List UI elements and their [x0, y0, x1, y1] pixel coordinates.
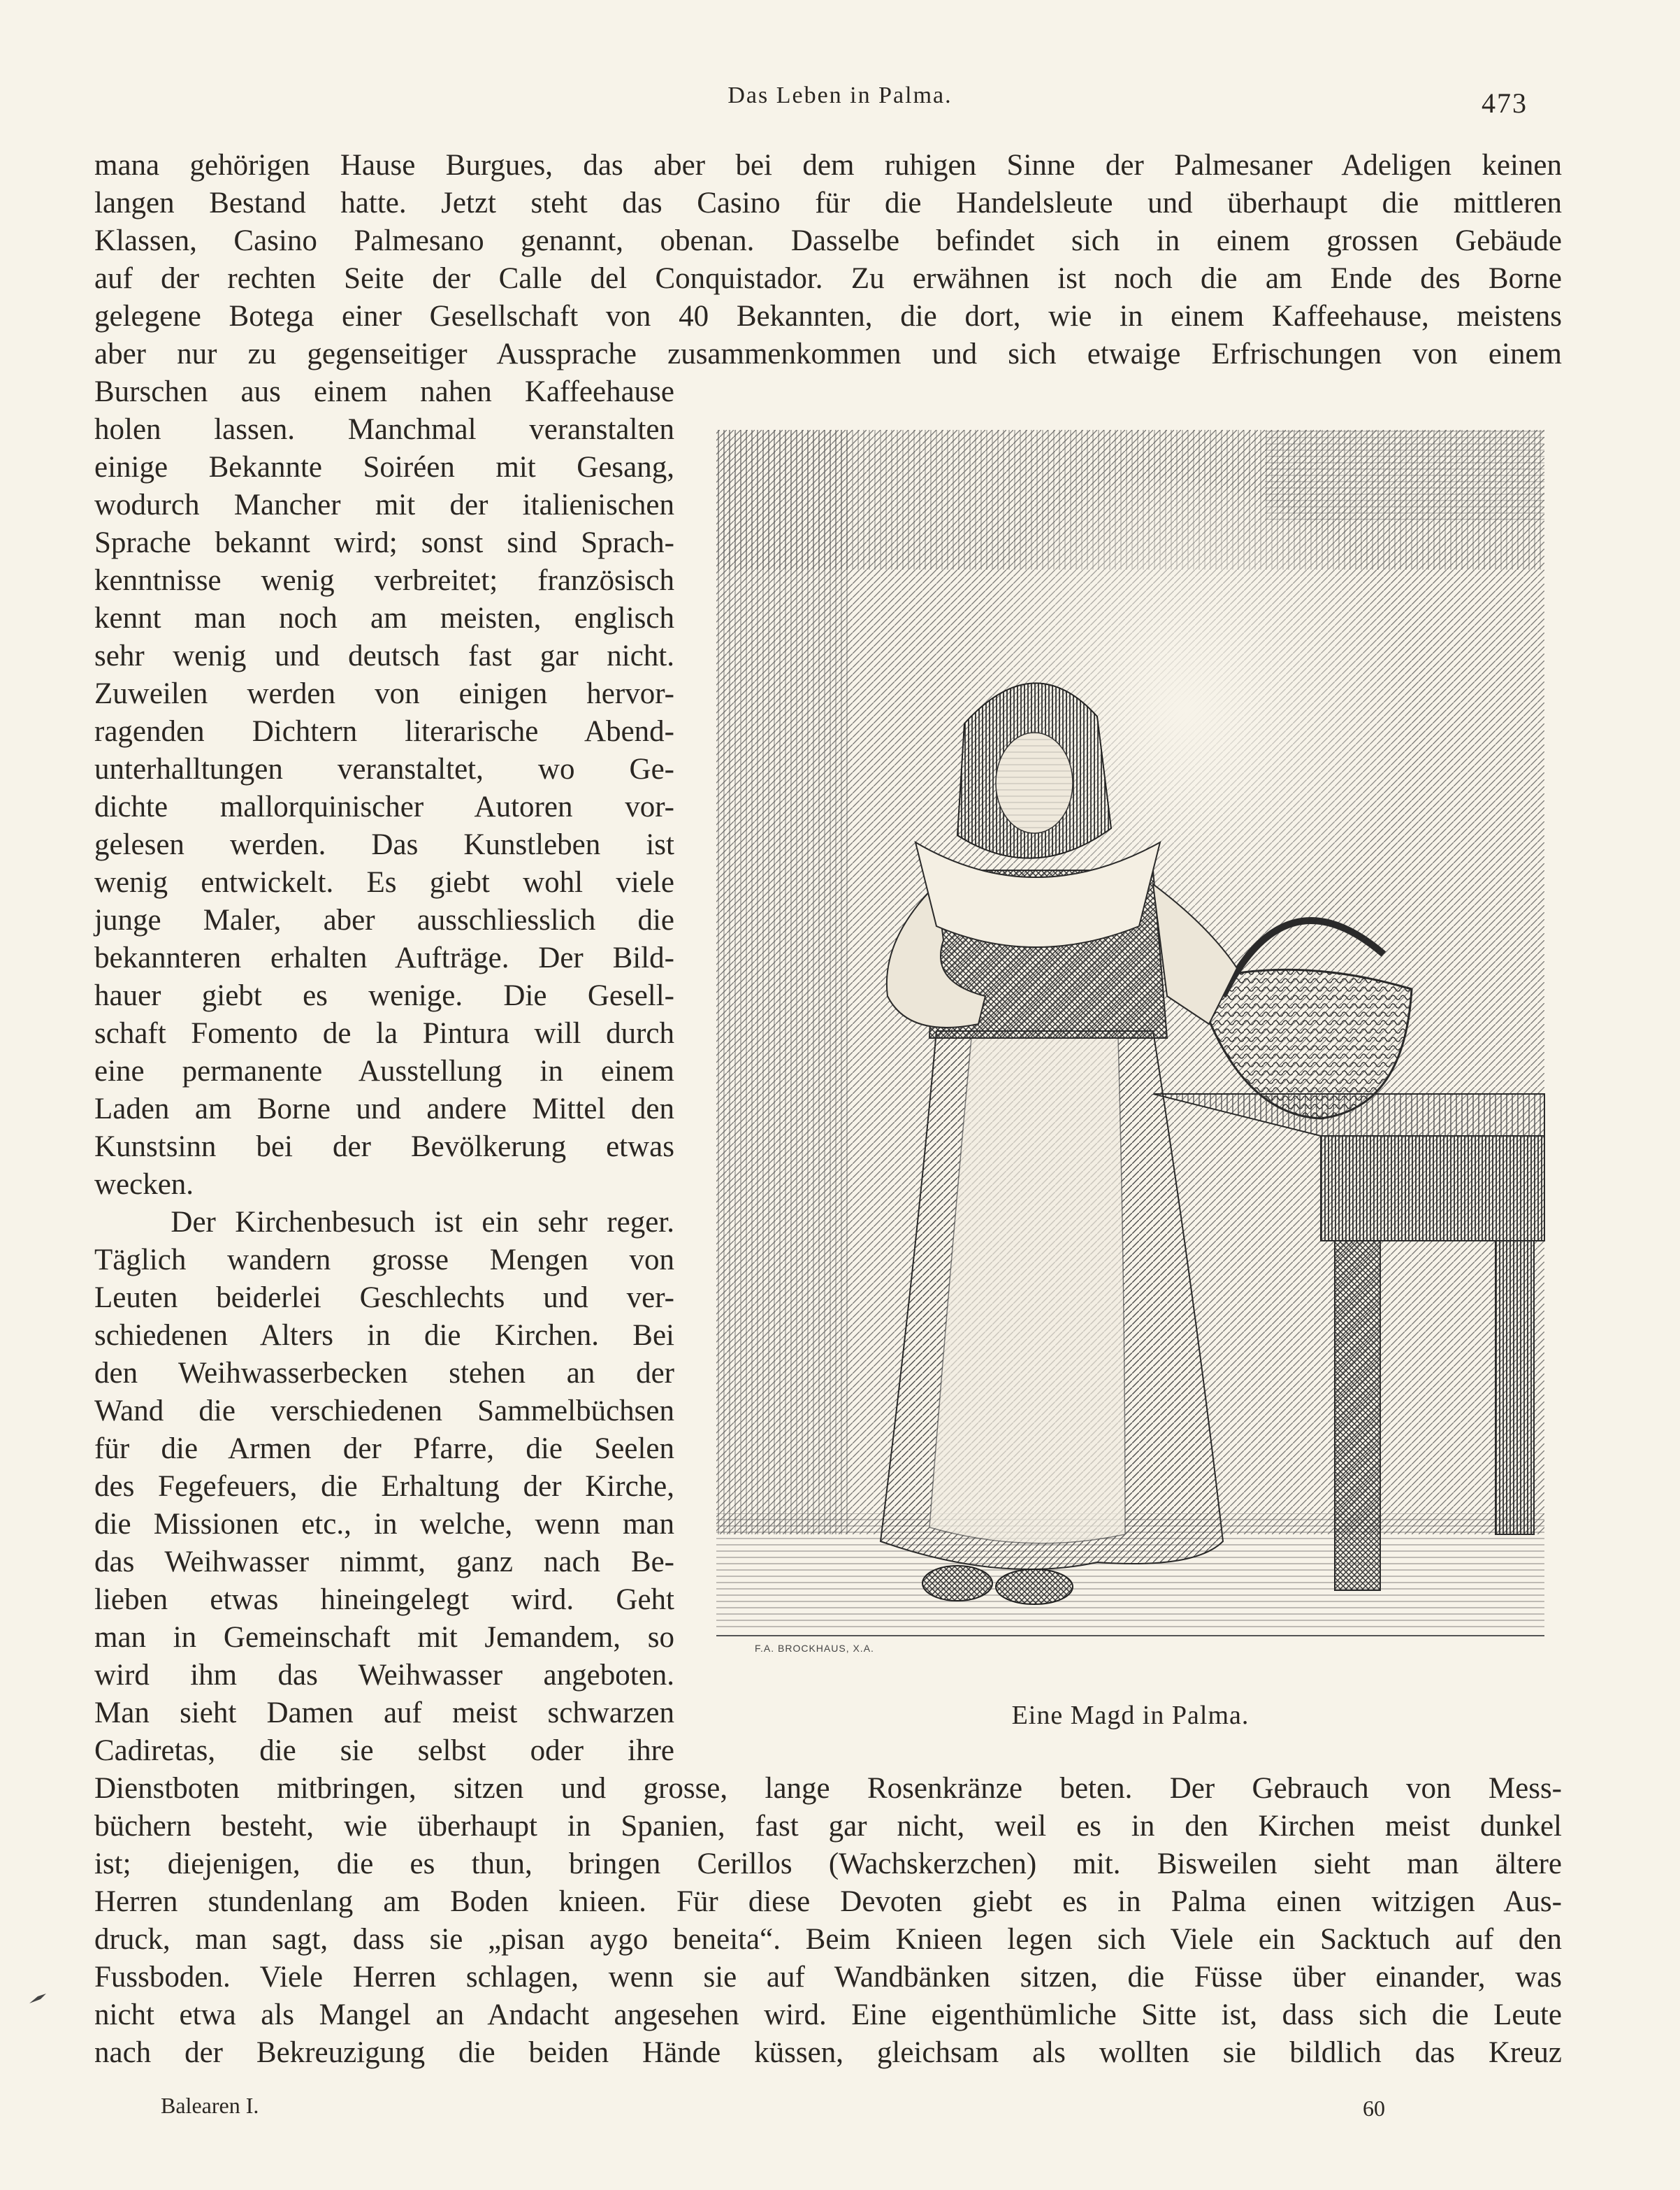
- text-line: einige Bekannte Soiréen mit Gesang,: [94, 451, 674, 484]
- text-line: Herren stundenlang am Boden knieen. Für diese Devoten giebt es in Palma einen witzigen Aus-: [94, 1885, 1562, 1918]
- text-line: sehr wenig und deutsch fast gar nicht.: [94, 640, 674, 672]
- text-line: nach der Bekreuzigung die beiden Hände küssen, gleichsam als wollten sie bildlich das Kreuz: [94, 2036, 1562, 2069]
- figure-caption: Eine Magd in Palma.: [1011, 1701, 1250, 1730]
- text-line: gelesen werden. Das Kunstleben ist: [94, 828, 674, 861]
- page-number: 473: [1482, 87, 1528, 119]
- text-line: Der Kirchenbesuch ist ein sehr reger.: [94, 1206, 674, 1239]
- page-header-title: Das Leben in Palma.: [727, 82, 953, 108]
- text-line: des Fegefeuers, die Erhaltung der Kirche,: [94, 1470, 674, 1503]
- text-line: den Weihwasserbecken stehen an der: [94, 1357, 674, 1390]
- text-line: Zuweilen werden von einigen hervor-: [94, 677, 674, 710]
- text-line: auf der rechten Seite der Calle del Conquistador. Zu erwähnen ist noch die am Ende des Borne: [94, 262, 1562, 295]
- ink-mark: [28, 1992, 49, 2006]
- text-line: langen Bestand hatte. Jetzt steht das Casino für die Handelsleute und überhaupt die mittleren: [94, 187, 1562, 219]
- text-line: wird ihm das Weihwasser angeboten.: [94, 1659, 674, 1692]
- text-line: Leuten beiderlei Geschlechts und ver-: [94, 1281, 674, 1314]
- text-line: schaft Fomento de la Pintura will durch: [94, 1017, 674, 1050]
- text-line: man in Gemeinschaft mit Jemandem, so: [94, 1621, 674, 1654]
- text-line: Klassen, Casino Palmesano genannt, obenan. Dasselbe befindet sich in einem grossen Gebäude: [94, 224, 1562, 257]
- text-line: eine permanente Ausstellung in einem: [94, 1055, 674, 1088]
- text-line: die Missionen etc., in welche, wenn man: [94, 1508, 674, 1541]
- text-line: nicht etwa als Mangel an Andacht angesehen wird. Eine eigenthümliche Sitte ist, dass sich die Leute: [94, 1998, 1562, 2031]
- text-line: lieben etwas hineingelegt wird. Geht: [94, 1583, 674, 1616]
- text-line: wodurch Mancher mit der italienischen: [94, 489, 674, 521]
- footer-signature: 60: [1363, 2096, 1385, 2121]
- text-line: hauer giebt es wenige. Die Gesell-: [94, 979, 674, 1012]
- text-line: ragenden Dichtern literarische Abend-: [94, 715, 674, 748]
- text-line: unterhalltungen veranstaltet, wo Ge-: [94, 753, 674, 786]
- text-line: Sprache bekannt wird; sonst sind Sprach-: [94, 526, 674, 559]
- text-line: Dienstboten mitbringen, sitzen und grosse, lange Rosenkränze beten. Der Gebrauch von Mess-: [94, 1772, 1562, 1805]
- text-line: Täglich wandern grosse Mengen von: [94, 1244, 674, 1276]
- text-line: das Weihwasser nimmt, ganz nach Be-: [94, 1546, 674, 1578]
- text-line: holen lassen. Manchmal veranstalten: [94, 413, 674, 446]
- text-line: gelegene Botega einer Gesellschaft von 40 Bekannten, die dort, wie in einem Kaffeehause, meistens: [94, 300, 1562, 333]
- text-line: schiedenen Alters in die Kirchen. Bei: [94, 1319, 674, 1352]
- text-line: junge Maler, aber ausschliesslich die: [94, 904, 674, 937]
- text-line: Wand die verschiedenen Sammelbüchsen: [94, 1395, 674, 1427]
- text-line: druck, man sagt, dass sie „pisan aygo beneita“. Beim Knieen legen sich Viele ein Sacktuch auf den: [94, 1923, 1562, 1956]
- footer-volume: Balearen I.: [161, 2093, 259, 2118]
- engraving-illustration: [706, 423, 1555, 1678]
- text-line: wecken.: [94, 1168, 194, 1201]
- text-line: mana gehörigen Hause Burgues, das aber bei dem ruhigen Sinne der Palmesaner Adeligen keinen: [94, 149, 1562, 182]
- text-line: kennt man noch am meisten, englisch: [94, 602, 674, 635]
- text-line: Burschen aus einem nahen Kaffeehause: [94, 375, 674, 408]
- text-line: Laden am Borne und andere Mittel den: [94, 1093, 674, 1125]
- text-line: ist; diejenigen, die es thun, bringen Cerillos (Wachskerzchen) mit. Bisweilen sieht man ältere: [94, 1847, 1562, 1880]
- text-line: büchern besteht, wie überhaupt in Spanien, fast gar nicht, weil es in den Kirchen meist dunkel: [94, 1810, 1562, 1843]
- text-line: bekannteren erhalten Aufträge. Der Bild-: [94, 942, 674, 974]
- text-line: aber nur zu gegenseitiger Aussprache zusammenkommen und sich etwaige Erfrischungen von einem: [94, 338, 1562, 370]
- text-line: Man sieht Damen auf meist schwarzen: [94, 1696, 674, 1729]
- figure-engraving: [706, 423, 1555, 1678]
- text-line: Cadiretas, die sie selbst oder ihre: [94, 1734, 674, 1767]
- text-line: Kunstsinn bei der Bevölkerung etwas: [94, 1130, 674, 1163]
- text-line: Fussboden. Viele Herren schlagen, wenn sie auf Wandbänken sitzen, die Füsse über einander, was: [94, 1961, 1562, 1994]
- text-line: wenig entwickelt. Es giebt wohl viele: [94, 866, 674, 899]
- text-line: kenntnisse wenig verbreitet; französisch: [94, 564, 674, 597]
- text-line: dichte mallorquinischer Autoren vor-: [94, 791, 674, 823]
- engraver-signature: F.A. BROCKHAUS, X.A.: [755, 1643, 874, 1654]
- text-line: für die Armen der Pfarre, die Seelen: [94, 1432, 674, 1465]
